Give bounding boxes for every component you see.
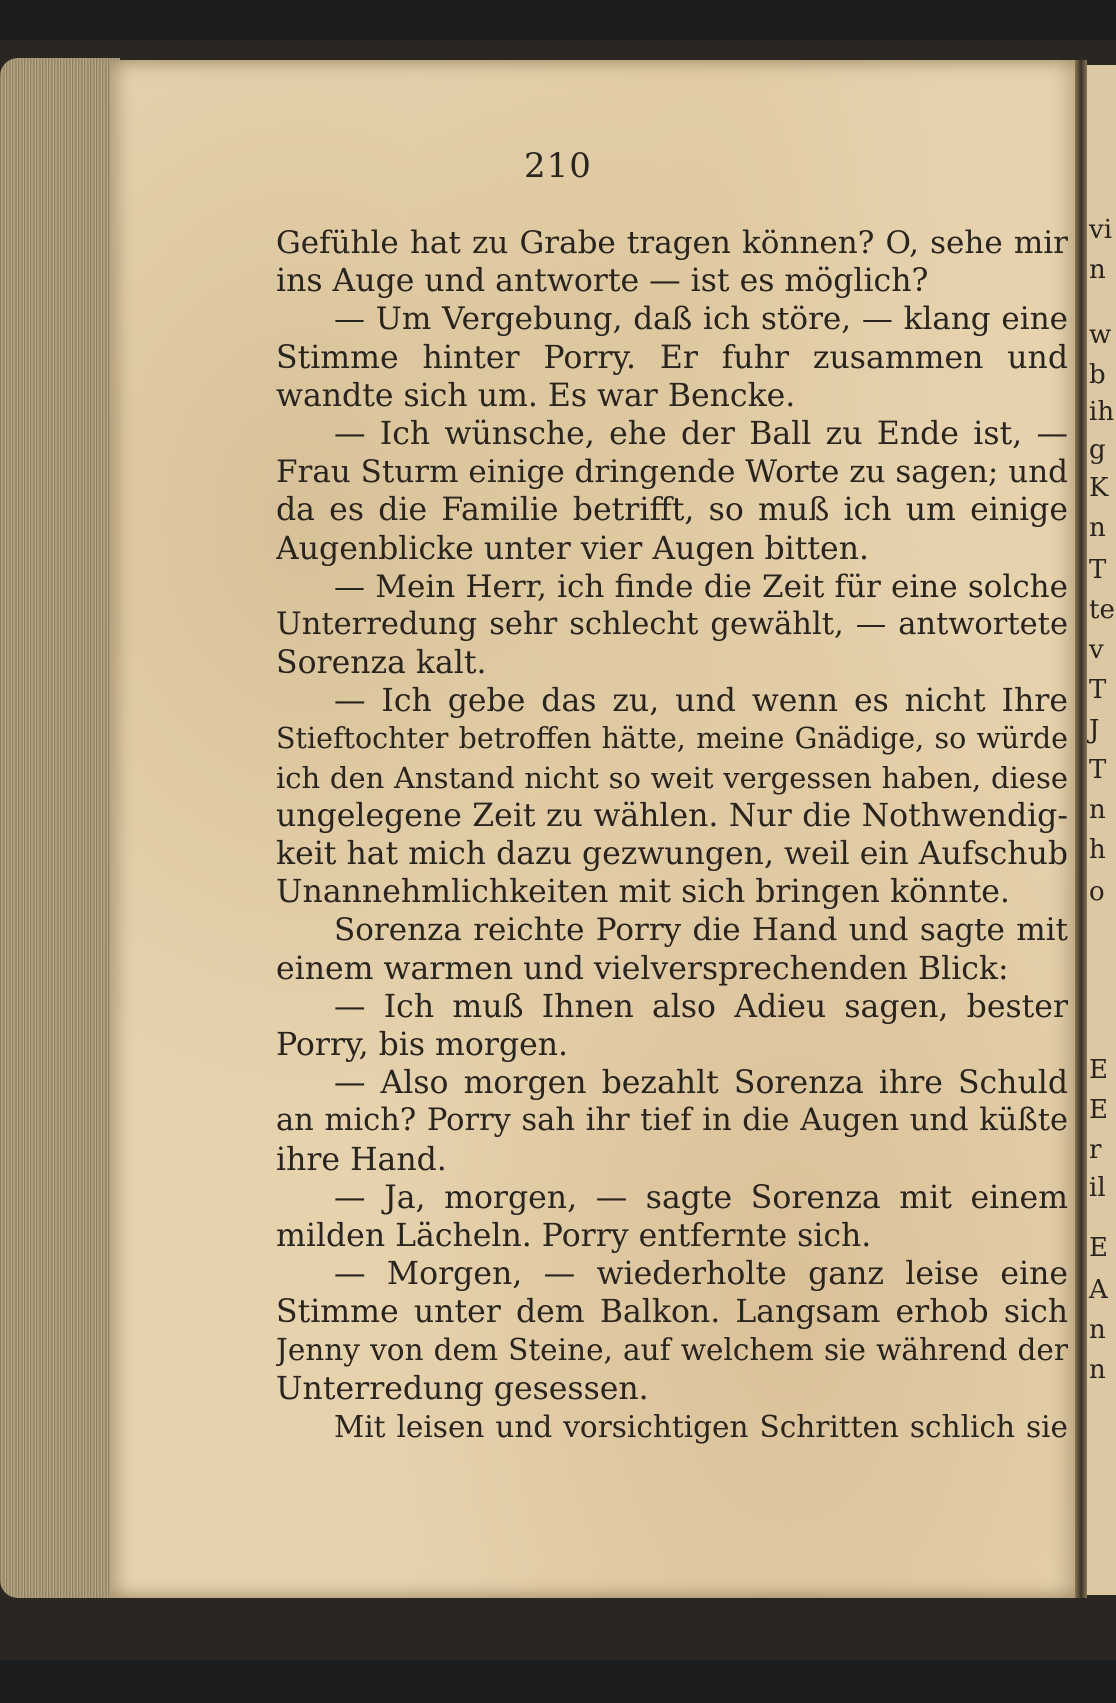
facing-page-letter: n [1089, 1315, 1106, 1345]
facing-page-letter: K [1089, 473, 1109, 503]
facing-page-letter: n [1089, 513, 1106, 543]
text-line: — Also morgen bezahlt Sorenza ihre Schuld [334, 1065, 1068, 1102]
facing-page-letter: T [1089, 555, 1107, 585]
text-line: — Ja, morgen, — sagte Sorenza mit einem [334, 1179, 1068, 1216]
text-line: — Ich wünsche, ehe der Ball zu Ende ist, — [334, 415, 1068, 452]
text-line: Unterredung sehr schlecht gewählt, — antwortete [276, 606, 1068, 642]
facing-page-letter: h [1089, 835, 1106, 865]
facing-page-fragment [1087, 65, 1116, 1595]
text-line: — Ich gebe das zu, und wenn es nicht Ihre [334, 683, 1068, 720]
book-gutter [1075, 60, 1087, 1598]
facing-page-letter: te [1089, 595, 1115, 625]
facing-page-letter: ih [1089, 397, 1115, 427]
facing-page-letter: n [1089, 255, 1106, 285]
facing-page-letter: o [1089, 877, 1105, 907]
text-line: — Mein Herr, ich finde die Zeit für eine solche [334, 568, 1068, 605]
facing-page-letter: r [1089, 1135, 1102, 1165]
text-line: wandte sich um. Es war Bencke. [276, 377, 796, 414]
facing-page-letter: v [1089, 635, 1104, 665]
text-line: Unannehmlichkeiten mit sich bringen könnte. [276, 874, 1010, 911]
text-line: milden Lächeln. Porry entfernte sich. [276, 1217, 872, 1254]
text-line: Unterredung gesessen. [276, 1370, 649, 1407]
facing-page-letter: il [1089, 1173, 1106, 1203]
facing-page-letter: b [1089, 360, 1106, 390]
text-line: — Um Vergebung, daß ich störe, — klang eine [334, 301, 1068, 338]
facing-page-letter: g [1089, 435, 1106, 465]
page-edges [0, 58, 120, 1598]
text-line: einem warmen und vielversprechenden Blick: [276, 950, 1009, 987]
facing-page-letter: E [1089, 1095, 1108, 1125]
text-line: keit hat mich dazu gezwungen, weil ein Aufschub [276, 836, 1068, 872]
page-number: 210 [524, 146, 592, 186]
text-line: Stieftochter betroffen hätte, meine Gnädige, so würde [276, 722, 1068, 756]
facing-page-letter: E [1089, 1233, 1108, 1263]
facing-page-letter: E [1089, 1055, 1108, 1085]
text-line: Stimme unter dem Balkon. Langsam erhob sich [276, 1294, 1068, 1331]
text-line: Gefühle hat zu Grabe tragen können? O, sehe mir [276, 225, 1068, 261]
text-line: — Morgen, — wiederholte ganz leise eine [334, 1256, 1068, 1293]
facing-page-letter: vi [1089, 215, 1113, 245]
text-line: — Ich muß Ihnen also Adieu sagen, bester [334, 988, 1068, 1025]
text-line: Porry, bis morgen. [276, 1026, 569, 1063]
text-line: Jenny von dem Steine, auf welchem sie während der [276, 1333, 1068, 1368]
facing-page-letter: T [1089, 755, 1107, 785]
text-line: ihre Hand. [276, 1141, 447, 1178]
text-line: Augenblicke unter vier Augen bitten. [276, 530, 869, 567]
body-text [276, 224, 1068, 1446]
text-line: Mit leisen und vorsichtigen Schritten schlich sie [334, 1409, 1068, 1444]
facing-page-letter: n [1089, 795, 1106, 825]
facing-page-letter: w [1089, 320, 1112, 350]
text-line: da es die Familie betrifft, so muß ich um einige [276, 492, 1068, 529]
facing-page-letter: n [1089, 1355, 1106, 1385]
text-line: ungelegene Zeit zu wählen. Nur die Nothwendig- [276, 797, 1068, 834]
text-line: ins Auge und antworte — ist es möglich? [276, 263, 929, 300]
facing-page-letter: J [1089, 715, 1100, 745]
facing-page-letter: T [1089, 675, 1107, 705]
text-line: Frau Sturm einige dringende Worte zu sagen; und [276, 454, 1068, 491]
facing-page-letter: A [1089, 1275, 1108, 1305]
text-line: Stimme hinter Porry. Er fuhr zusammen und [276, 339, 1068, 376]
text-line: an mich? Porry sah ihr tief in die Augen und küßte [276, 1103, 1068, 1139]
text-line: Sorenza kalt. [276, 645, 487, 682]
text-line: ich den Anstand nicht so weit vergessen haben, diese [276, 760, 1068, 795]
text-line: Sorenza reichte Porry die Hand und sagte mit [334, 912, 1068, 949]
